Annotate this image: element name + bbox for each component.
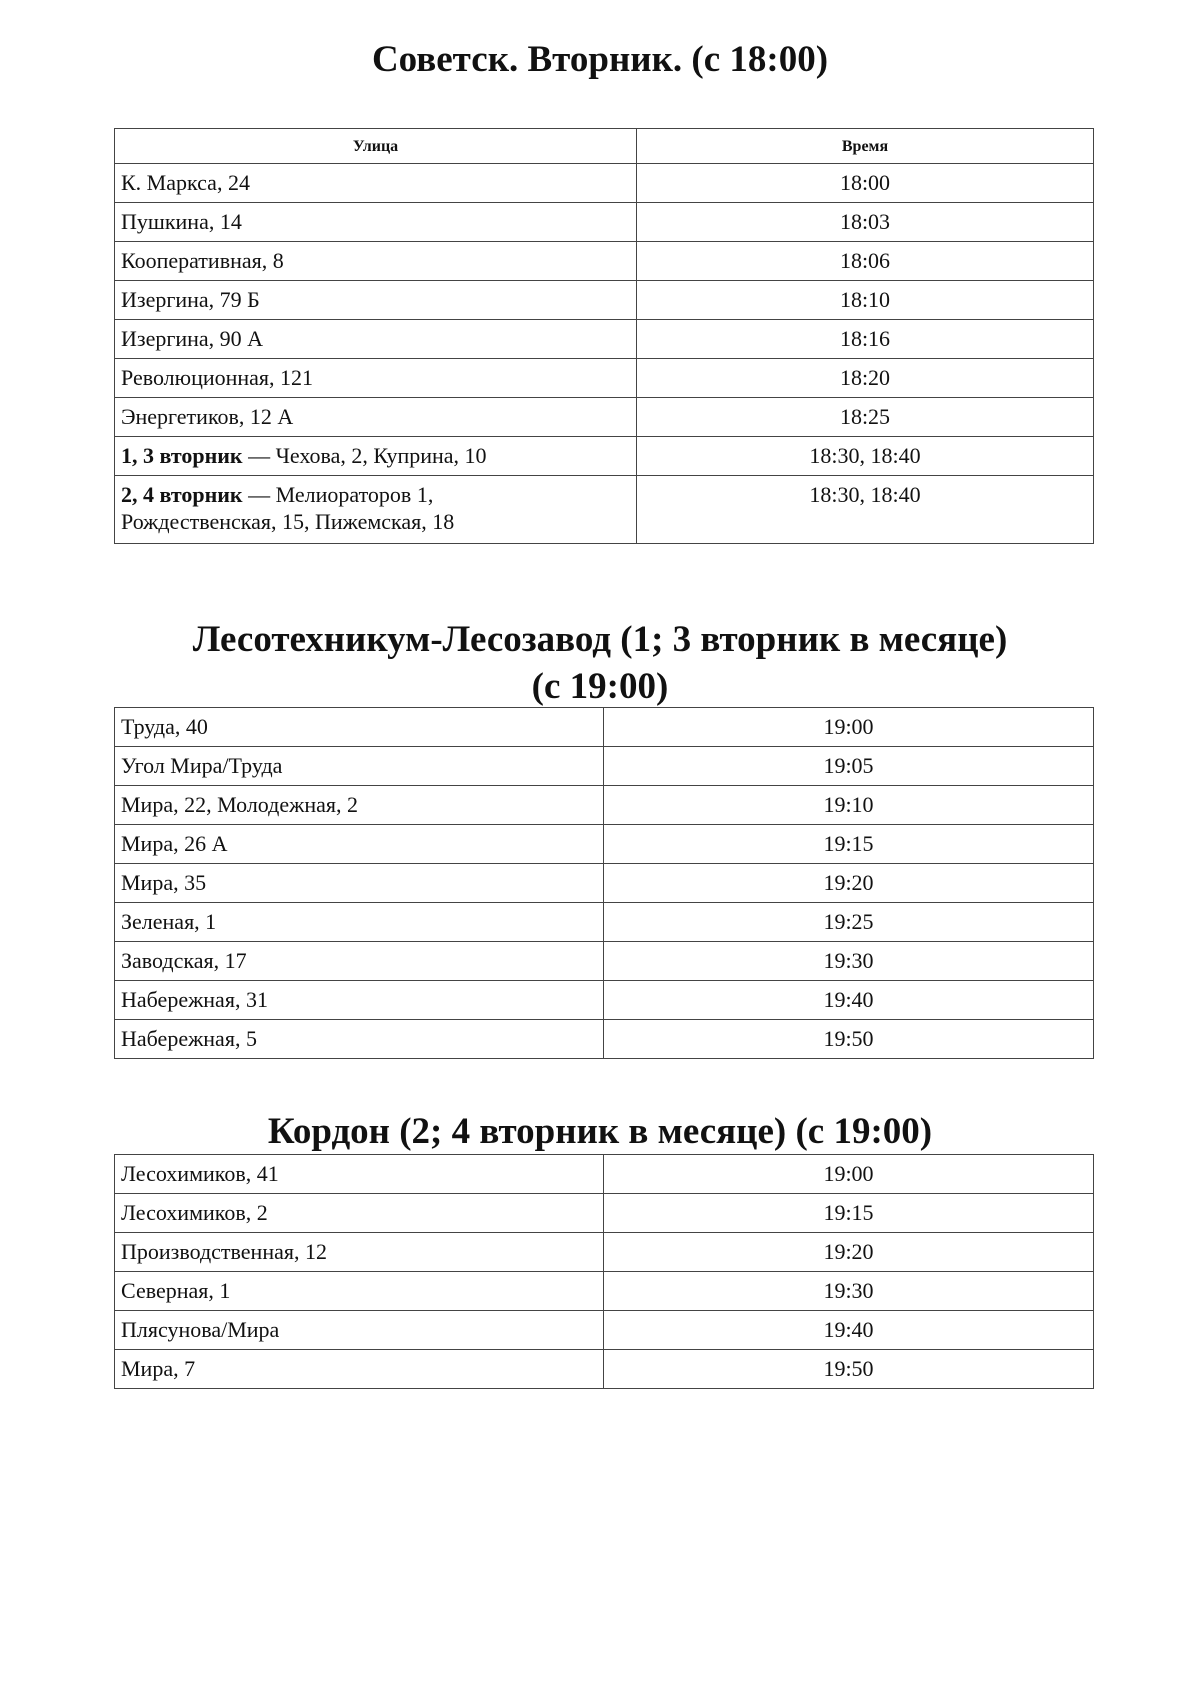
street-text-line2: Рождественская, 15, Пижемская, 18 <box>121 509 455 534</box>
street-cell: Труда, 40 <box>115 708 604 747</box>
time-cell: 18:30, 18:40 <box>637 476 1094 544</box>
time-cell: 19:00 <box>604 708 1094 747</box>
column-header-street: Улица <box>115 129 637 164</box>
time-cell: 19:15 <box>604 825 1094 864</box>
street-cell: Заводская, 17 <box>115 942 604 981</box>
street-cell: Плясунова/Мира <box>115 1311 604 1350</box>
time-cell: 19:40 <box>604 1311 1094 1350</box>
table-row <box>115 708 1094 747</box>
table-row <box>115 359 1094 398</box>
table-row <box>115 203 1094 242</box>
street-cell: Изергина, 90 А <box>115 320 637 359</box>
street-cell <box>115 476 637 544</box>
time-cell: 19:25 <box>604 903 1094 942</box>
time-cell: 19:20 <box>604 864 1094 903</box>
time-cell: 18:03 <box>637 203 1094 242</box>
table-row <box>115 1272 1094 1311</box>
week-prefix: 1, 3 вторник <box>121 443 243 468</box>
time-cell: 19:00 <box>604 1155 1094 1194</box>
street-cell <box>115 437 637 476</box>
street-cell: Набережная, 31 <box>115 981 604 1020</box>
time-cell: 18:25 <box>637 398 1094 437</box>
time-cell: 18:00 <box>637 164 1094 203</box>
street-cell: Северная, 1 <box>115 1272 604 1311</box>
street-cell: Мира, 7 <box>115 1350 604 1389</box>
schedule-table-sovetsk <box>114 128 1094 544</box>
schedule-table-lesotekhnikum <box>114 707 1094 1059</box>
time-cell: 18:20 <box>637 359 1094 398</box>
street-cell: Лесохимиков, 41 <box>115 1155 604 1194</box>
time-cell: 18:06 <box>637 242 1094 281</box>
time-cell: 19:10 <box>604 786 1094 825</box>
street-cell: Набережная, 5 <box>115 1020 604 1059</box>
time-cell: 18:30, 18:40 <box>637 437 1094 476</box>
section-title-lesotekhnikum <box>0 616 1200 710</box>
street-cell: Производственная, 12 <box>115 1233 604 1272</box>
street-text: — Мелиораторов 1, <box>242 482 434 507</box>
table-row <box>115 903 1094 942</box>
table-row <box>115 164 1094 203</box>
street-cell: Пушкина, 14 <box>115 203 637 242</box>
table-header-row <box>115 129 1094 164</box>
time-cell: 19:15 <box>604 1194 1094 1233</box>
street-cell: Мира, 22, Молодежная, 2 <box>115 786 604 825</box>
table-row <box>115 747 1094 786</box>
section-title-line1: Лесотехникум-Лесозавод (1; 3 вторник в месяце) <box>192 619 1008 660</box>
column-header-time: Время <box>637 129 1094 164</box>
table-row <box>115 398 1094 437</box>
time-cell: 19:40 <box>604 981 1094 1020</box>
week-prefix: 2, 4 вторник <box>121 482 243 507</box>
street-cell: Энергетиков, 12 А <box>115 398 637 437</box>
time-cell: 19:50 <box>604 1020 1094 1059</box>
schedule-table-kordon <box>114 1154 1094 1389</box>
table-row <box>115 864 1094 903</box>
time-cell: 19:30 <box>604 942 1094 981</box>
time-cell: 19:20 <box>604 1233 1094 1272</box>
section-title-kordon: Кордон (2; 4 вторник в месяце) (с 19:00) <box>267 1111 933 1152</box>
table-row <box>115 1350 1094 1389</box>
street-cell: К. Маркса, 24 <box>115 164 637 203</box>
street-cell: Лесохимиков, 2 <box>115 1194 604 1233</box>
street-cell: Изергина, 79 Б <box>115 281 637 320</box>
section-title-sovetsk: Советск. Вторник. (с 18:00) <box>371 39 829 80</box>
table-row <box>115 281 1094 320</box>
table-row <box>115 437 1094 476</box>
table-row <box>115 1020 1094 1059</box>
street-text: — Чехова, 2, Куприна, 10 <box>242 443 487 468</box>
table-row <box>115 1155 1094 1194</box>
table-row <box>115 1194 1094 1233</box>
time-cell: 19:05 <box>604 747 1094 786</box>
table-row <box>115 1311 1094 1350</box>
street-cell: Революционная, 121 <box>115 359 637 398</box>
time-cell: 19:30 <box>604 1272 1094 1311</box>
street-cell: Угол Мира/Труда <box>115 747 604 786</box>
table-row <box>115 320 1094 359</box>
section-title-line2: (с 19:00) <box>531 666 669 707</box>
table-row <box>115 981 1094 1020</box>
table-row <box>115 786 1094 825</box>
table-row <box>115 825 1094 864</box>
street-cell: Мира, 35 <box>115 864 604 903</box>
table-row <box>115 1233 1094 1272</box>
street-cell: Кооперативная, 8 <box>115 242 637 281</box>
street-cell: Мира, 26 А <box>115 825 604 864</box>
table-row <box>115 942 1094 981</box>
street-cell: Зеленая, 1 <box>115 903 604 942</box>
table-row <box>115 242 1094 281</box>
time-cell: 19:50 <box>604 1350 1094 1389</box>
time-cell: 18:16 <box>637 320 1094 359</box>
time-cell: 18:10 <box>637 281 1094 320</box>
table-row <box>115 476 1094 544</box>
